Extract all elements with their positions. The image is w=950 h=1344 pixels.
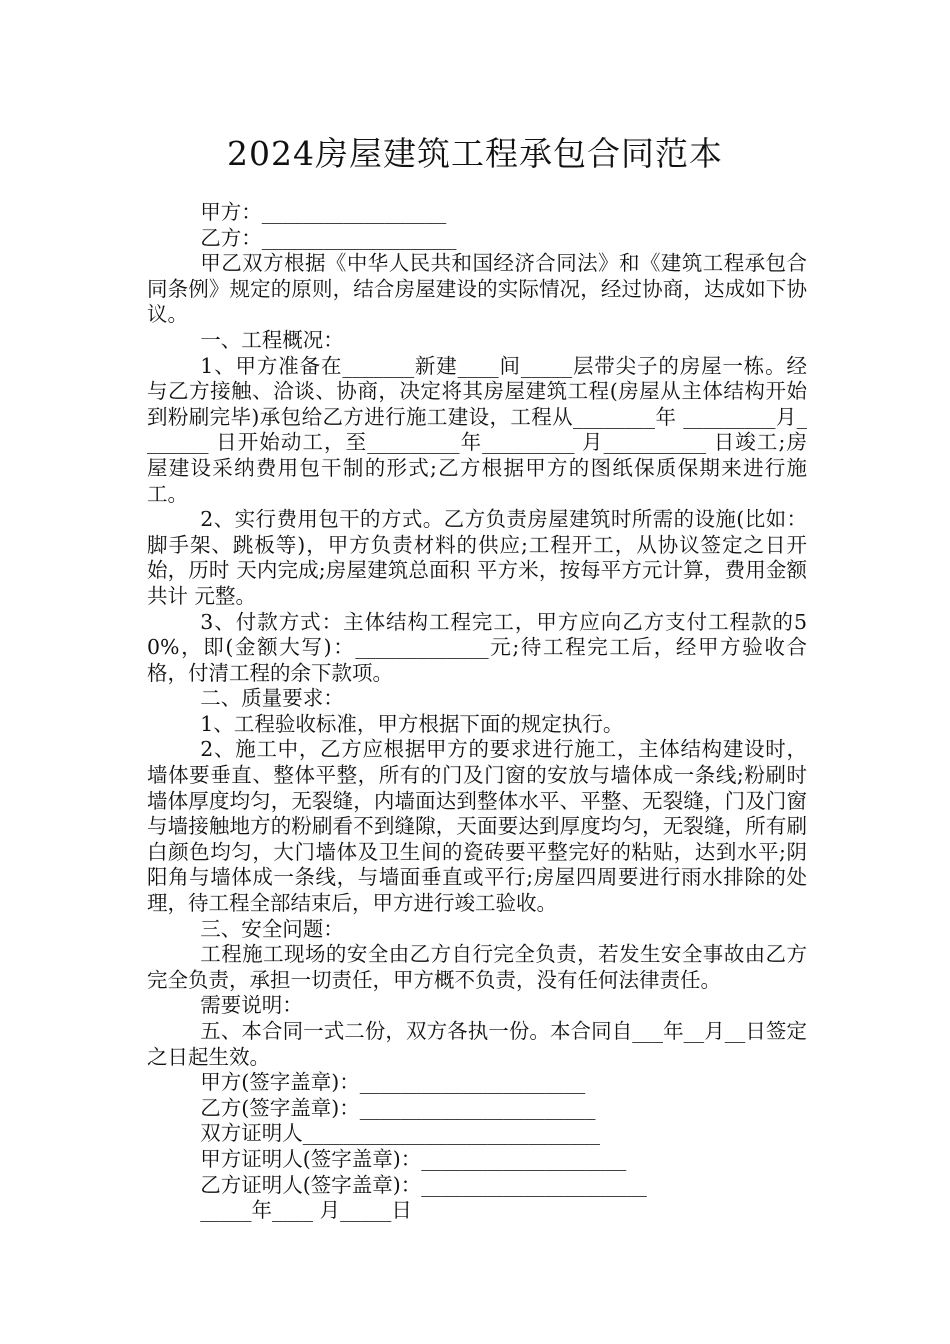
party-a-line: 甲方：__________________ — [200, 200, 447, 224]
preamble-paragraph: 甲乙双方根据《中华人民共和国经济合同法》和《建筑工程承包合同条例》规定的原则，结合房屋建设的实际情况，经过协商，达成如下协议。 — [147, 251, 807, 327]
clause-paragraph: 1、工程验收标准，甲方根据下面的规定执行。 — [200, 711, 624, 736]
signature-line-party-b: 乙方(签字盖章)：_______________________ — [200, 1095, 596, 1120]
signature-line-witness: 双方证明人_____________________________ — [200, 1121, 601, 1146]
clause-paragraph: 3、付款方式：主体结构工程完工，甲方应向乙方支付工程款的50%，即(金额大写)：_____________元;待工程完工后，经甲方验收合格，付清工程的余下款项。 — [147, 609, 807, 685]
notes-heading: 需要说明： — [200, 993, 303, 1018]
clause-paragraph: 1、甲方准备在_______新建____间_____层带尖子的房屋一栋。经与乙方接触、洽谈、协商，决定将其房屋建筑工程(房屋从主体结构开始到粉刷完毕)承包给乙方进行施工建设，工程从________年 _________月_______ 日开始动工，至_________年_________ 月__________ 日竣工;房屋建设采纳费用包干制的形式;乙方根据甲方的图纸保质保期来进行施工。 — [147, 353, 807, 506]
signature-line-party-a: 甲方(签字盖章)：______________________ — [200, 1070, 586, 1095]
section-heading-safety: 三、安全问题： — [200, 916, 344, 941]
section-heading-overview: 一、工程概况： — [200, 327, 344, 352]
clause-paragraph: 2、实行费用包干的方式。乙方负责房屋建筑时所需的设施(比如：脚手架、跳板等)，甲方负责材料的供应;工程开工，从协议签定之日开始，历时 天内完成;房屋建筑总面积 平方米，按每平方元计算，费用金额共计 元整。 — [147, 507, 807, 608]
document-body — [147, 200, 807, 1224]
clause-paragraph: 2、施工中，乙方应根据甲方的要求进行施工，主体结构建设时，墙体要垂直、整体平整，所有的门及门窗的安放与墙体成一条线;粉刷时墙体厚度均匀，无裂缝，内墙面达到整体水平、平整、无裂缝，门及门窗与墙接触地方的粉刷看不到缝隙，天面要达到厚度均匀，无裂缝，所有刷白颜色均匀，大门墙体及卫生间的瓷砖要平整完好的粘贴，达到水平;阴阳角与墙体成一条线，与墙面垂直或平行;房屋四周要进行雨水排除的处理，待工程全部结束后，甲方进行竣工验收。 — [147, 737, 807, 916]
section-heading-quality: 二、质量要求： — [200, 686, 344, 711]
clause-paragraph: 五、本合同一式二份，双方各执一份。本合同自___年__月__日签定之日起生效。 — [147, 1019, 807, 1069]
party-b-line: 乙方：___________________ — [200, 225, 457, 250]
signature-line-witness-a: 甲方证明人(签字盖章)：____________________ — [200, 1146, 627, 1171]
signature-line-witness-b: 乙方证明人(签字盖章)：______________________ — [200, 1172, 647, 1197]
date-line: _____年____ 月_____日 — [200, 1198, 412, 1223]
clause-paragraph: 工程施工现场的安全由乙方自行完全负责，若发生安全事故由乙方完全负责，承担一切责任，甲方概不负责，没有任何法律责任。 — [147, 942, 807, 992]
document-title: 2024房屋建筑工程承包合同范本 — [227, 134, 723, 173]
